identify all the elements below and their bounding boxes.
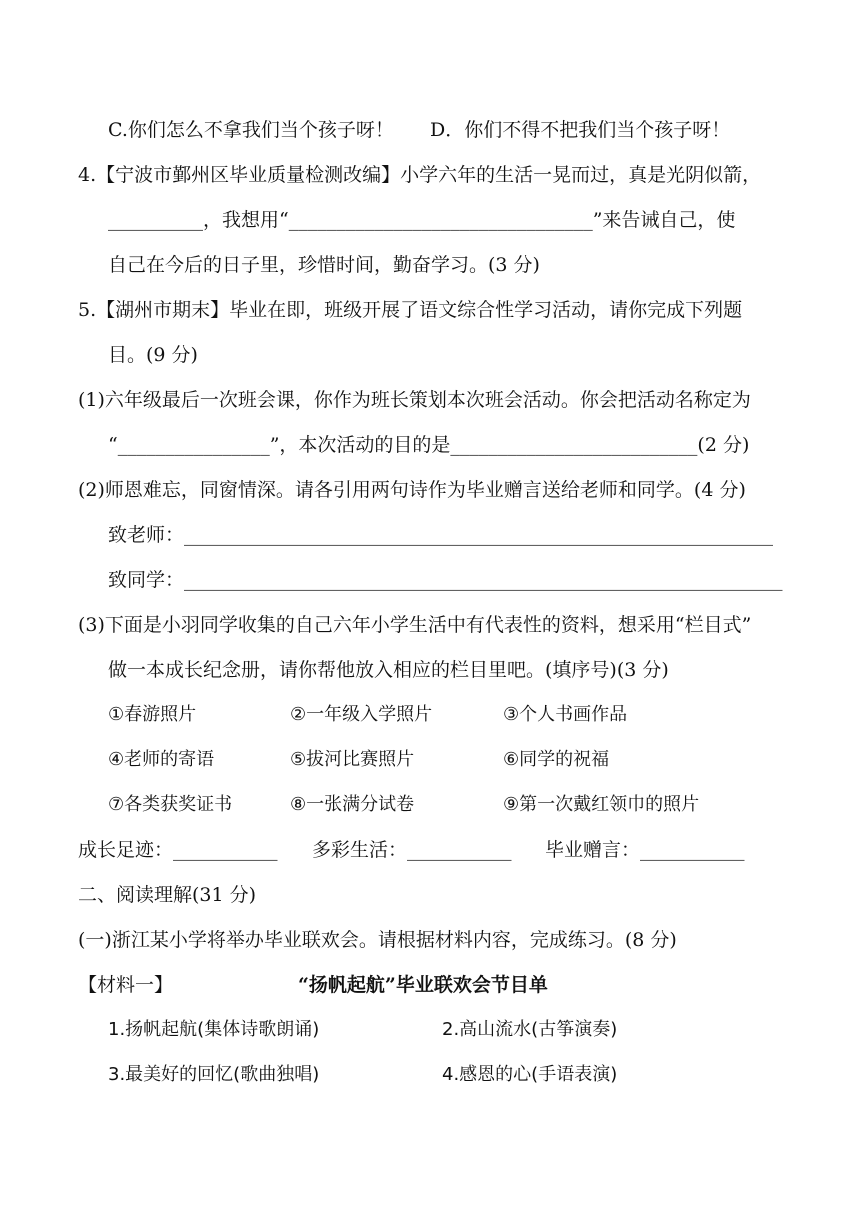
program-item: 4.感恩的心(手语表演) [442, 1064, 618, 1085]
item: ⑦各类获奖证书 [108, 794, 233, 815]
question-4-line-3: 自己在今后的日子里，珍惜时间，勤奋学习。(3 分) [108, 254, 540, 276]
part-3-line-2: 做一本成长纪念册，请你帮他放入相应的栏目里吧。(填序号)(3 分) [108, 659, 669, 681]
item: ⑨第一次戴红领巾的照片 [503, 794, 700, 815]
option-c: C.你们怎么不拿我们当个孩子呀！ [108, 119, 394, 141]
part-1-line-2: “________________”，本次活动的目的是__________________________(2 分) [108, 434, 750, 456]
column-life: 多彩生活：___________ [312, 839, 512, 861]
section-2-title: 二、阅读理解(31 分) [78, 884, 257, 906]
material-label: 【材料一】 [78, 974, 174, 996]
part-2-classmate-line: 致同学：_______________________________________________________________ [108, 569, 783, 591]
section-2-sub: (一)浙江某小学将举办毕业联欢会。请根据材料内容，完成练习。(8 分) [78, 929, 677, 951]
item: ④老师的寄语 [108, 749, 215, 770]
option-d: D．你们不得不把我们当个孩子呀！ [430, 119, 731, 141]
item: ②一年级入学照片 [290, 704, 433, 725]
program-title: “扬帆起航”毕业联欢会节目单 [298, 974, 548, 996]
program-item: 2.高山流水(古筝演奏) [442, 1019, 618, 1040]
part-1-line-1: (1)六年级最后一次班会课，你作为班长策划本次班会活动。你会把活动名称定为 [78, 389, 751, 411]
item: ③个人书画作品 [503, 704, 628, 725]
item: ⑧一张满分试卷 [290, 794, 415, 815]
program-item: 3.最美好的回忆(歌曲独唱) [108, 1064, 320, 1085]
item: ⑥同学的祝福 [503, 749, 610, 770]
column-growth: 成长足迹：___________ [78, 839, 278, 861]
question-4-line-1: 4.【宁波市鄞州区毕业质量检测改编】小学六年的生活一晃而过，真是光阴似箭， [78, 164, 762, 186]
program-item: 1.扬帆起航(集体诗歌朗诵) [108, 1019, 320, 1040]
question-5-line-2: 目。(9 分) [108, 344, 198, 366]
question-4-line-2: __________，我想用“________________________________”来告诫自己，使 [108, 209, 736, 231]
part-3-line-1: (3)下面是小羽同学收集的自己六年小学生活中有代表性的资料，想采用“栏目式” [78, 614, 752, 636]
question-5-line-1: 5.【湖州市期末】毕业在即，班级开展了语文综合性学习活动，请你完成下列题 [78, 299, 743, 321]
item: ⑤拔河比赛照片 [290, 749, 415, 770]
column-farewell: 毕业赠言：___________ [545, 839, 745, 861]
part-2-teacher-line: 致老师：______________________________________________________________ [108, 524, 774, 546]
part-2-line-1: (2)师恩难忘，同窗情深。请各引用两句诗作为毕业赠言送给老师和同学。(4 分) [78, 479, 746, 501]
item: ①春游照片 [108, 704, 197, 725]
